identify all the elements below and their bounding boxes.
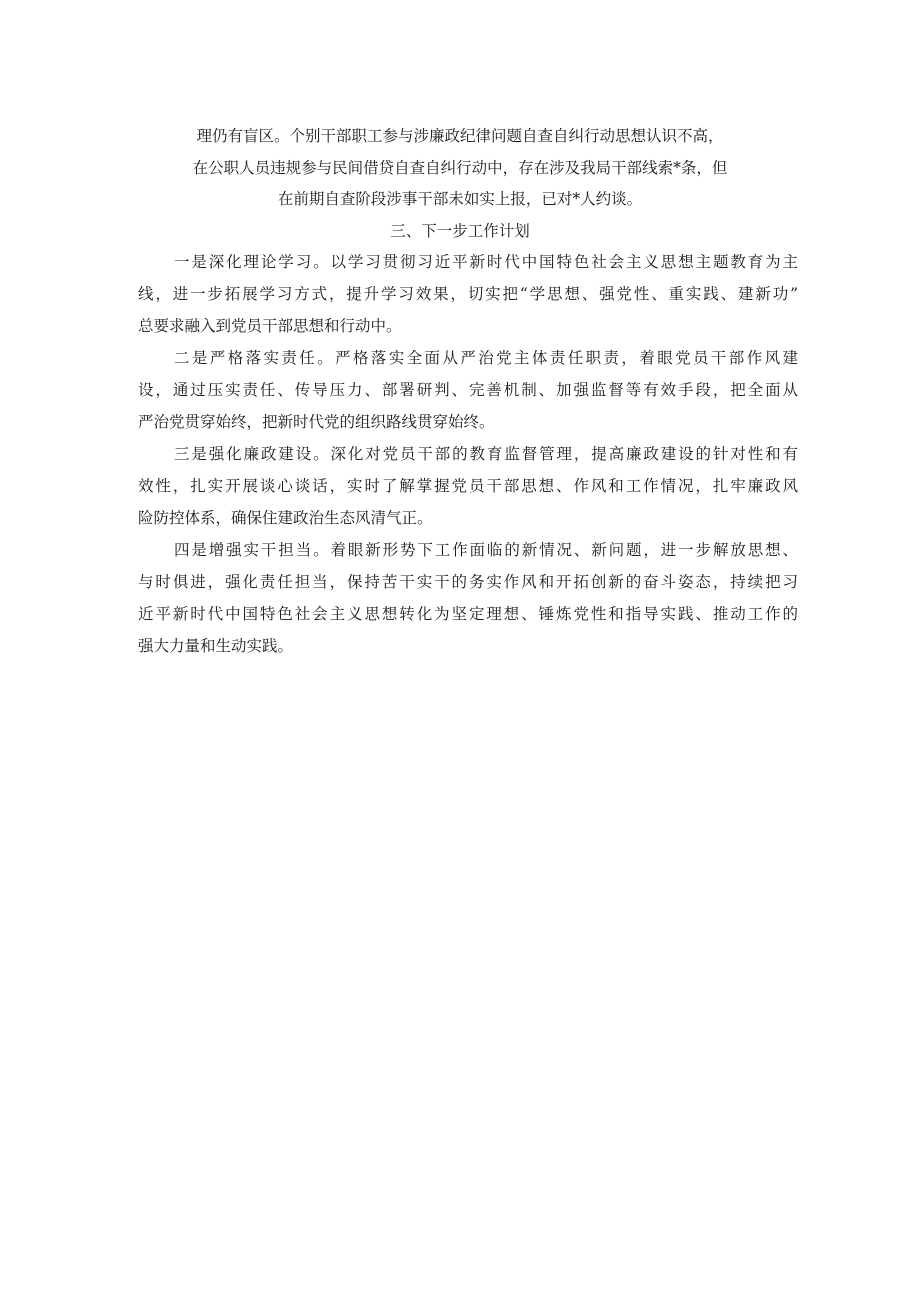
paragraph-line: 三是强化廉政建设。深化对党员干部的教育监督管理，提高廉政建设的针对性和有 [174, 445, 798, 463]
paragraph-2 [138, 342, 798, 438]
paragraph-line: 线，进一步拓展学习方式，提升学习效果，切实把“学思想、强党性、重实践、建新功” [138, 285, 798, 303]
paragraph-3 [138, 438, 798, 534]
paragraph-line: 总要求融入到党员干部思想和行动中。 [138, 317, 402, 335]
paragraph-line: 严治党贯穿始终，把新时代党的组织路线贯穿始终。 [138, 413, 495, 431]
paragraph-line: 二是严格落实责任。严格落实全面从严治党主体责任职责，着眼党员干部作风建 [174, 349, 798, 367]
paragraph-4 [138, 534, 798, 662]
paragraph-line: 强大力量和生动实践。 [138, 637, 294, 655]
paragraph-line: 设，通过压实责任、传导压力、部署研判、完善机制、加强监督等有效手段，把全面从 [138, 381, 798, 399]
text-line: 理仍有盲区。个别干部职工参与涉廉政纪律问题自查自纠行动思想认识不高， [196, 127, 724, 145]
paragraph-line: 近平新时代中国特色社会主义思想转化为坚定理想、锤炼党性和指导实践、推动工作的 [138, 605, 798, 623]
paragraph-line: 四是增强实干担当。着眼新形势下工作面临的新情况、新问题，进一步解放思想、 [174, 541, 798, 559]
paragraph-line: 与时俱进，强化责任担当，保持苦干实干的务实作风和开拓创新的奋斗姿态，持续把习 [138, 573, 798, 591]
paragraph-line: 一是深化理论学习。以学习贯彻习近平新时代中国特色社会主义思想主题教育为主 [174, 253, 798, 271]
section-heading: 三、下一步工作计划 [390, 222, 530, 240]
paragraph-line: 险防控体系，确保住建政治生态风清气正。 [138, 509, 433, 527]
text-line: 在前期自查阶段涉事干部未如实上报，已对*人约谈。 [277, 190, 643, 208]
paragraph-1 [138, 246, 798, 342]
text-line: 在公职人员违规参与民间借贷自查自纠行动中，存在涉及我局干部线索*条，但 [192, 159, 728, 177]
paragraph-line: 效性，扎实开展谈心谈话，实时了解掌握党员干部思想、作风和工作情况，扎牢廉政风 [138, 477, 798, 495]
